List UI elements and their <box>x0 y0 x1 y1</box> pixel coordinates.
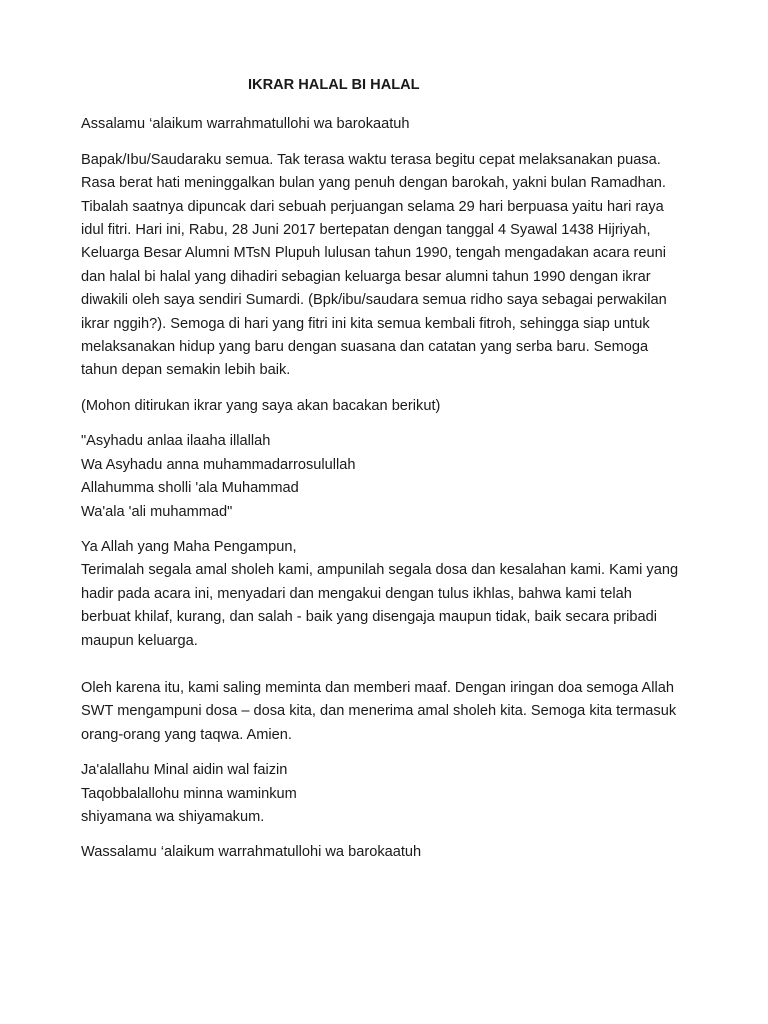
greeting: Assalamu ‘alaikum warrahmatullohi wa barokaatuh <box>81 116 410 133</box>
forgiveness-line: Oleh karena itu, kami saling meminta dan memberi maaf. Dengan iringan doa semoga Allah <box>81 679 674 696</box>
intro-line: Tibalah saatnya dipuncak dari sebuah perjuangan selama 29 hari berpuasa yaitu hari raya <box>81 198 664 215</box>
shahada-line: Allahumma sholli 'ala Muhammad <box>81 480 299 497</box>
intro-line: Rasa berat hati meninggalkan bulan yang penuh dengan barokah, yakni bulan Ramadhan. <box>81 175 666 192</box>
closing-prayer-line: Ja'alallahu Minal aidin wal faizin <box>81 762 288 779</box>
closing-prayer-line: shiyamana wa shiyamakum. <box>81 808 265 825</box>
intro-line: Bapak/Ibu/Saudaraku semua. Tak terasa waktu terasa begitu cepat melaksanakan puasa. <box>81 151 661 168</box>
forgiveness-line: SWT mengampuni dosa – dosa kita, dan menerima amal sholeh kita. Semoga kita termasuk <box>81 703 677 720</box>
closing-prayer-paragraph <box>81 759 701 829</box>
prayer-line: maupun keluarga. <box>81 632 198 649</box>
intro-line: diwakili oleh saya sendiri Sumardi. (Bpk/ibu/saudara semua ridho saya sebagai perwakilan <box>81 292 667 309</box>
intro-paragraph <box>81 149 701 383</box>
document-title: IKRAR HALAL BI HALAL <box>248 77 420 93</box>
intro-line: tahun depan semakin lebih baik. <box>81 362 291 379</box>
prayer-line: hadir pada acara ini, menyadari dan mengakui dengan tulus ikhlas, bahwa kami telah <box>81 585 632 602</box>
instruction-text: (Mohon ditirukan ikrar yang saya akan bacakan berikut) <box>81 397 441 414</box>
document-body <box>81 74 701 877</box>
forgiveness-line: orang-orang yang taqwa. Amien. <box>81 726 292 743</box>
prayer-paragraph <box>81 536 701 653</box>
intro-line: ikrar nggih?). Semoga di hari yang fitri ini kita semua kembali fitroh, sehingga siap untuk <box>81 315 650 332</box>
intro-line: melaksanakan hidup yang baru dengan suasana dan catatan yang serba baru. Semoga <box>81 339 649 356</box>
intro-line: dan halal bi halal yang dihadiri sebagian keluarga besar alumni tahun 1990 dengan ikrar <box>81 268 651 285</box>
prayer-line: Terimalah segala amal sholeh kami, ampunilah segala dosa dan kesalahan kami. Kami yang <box>81 562 679 579</box>
intro-line: idul fitri. Hari ini, Rabu, 28 Juni 2017 bertepatan dengan tanggal 4 Syawal 1438 Hijriyah, <box>81 222 651 239</box>
shahada-paragraph <box>81 430 701 524</box>
forgiveness-paragraph <box>81 677 701 747</box>
intro-line: Keluarga Besar Alumni MTsN Plupuh lulusan tahun 1990, tengah mengadakan acara reuni <box>81 245 666 262</box>
shahada-line: Wa'ala 'ali muhammad" <box>81 503 233 520</box>
prayer-line: Ya Allah yang Maha Pengampun, <box>81 538 297 555</box>
prayer-line: berbuat khilaf, kurang, dan salah - baik yang disengaja maupun tidak, baik secara pribadi <box>81 609 658 626</box>
closing-prayer-line: Taqobbalallohu minna waminkum <box>81 785 297 802</box>
shahada-line: Wa Asyhadu anna muhammadarrosulullah <box>81 456 356 473</box>
farewell: Wassalamu ‘alaikum warrahmatullohi wa barokaatuh <box>81 844 422 861</box>
shahada-line: "Asyhadu anlaa ilaaha illallah <box>81 433 271 450</box>
